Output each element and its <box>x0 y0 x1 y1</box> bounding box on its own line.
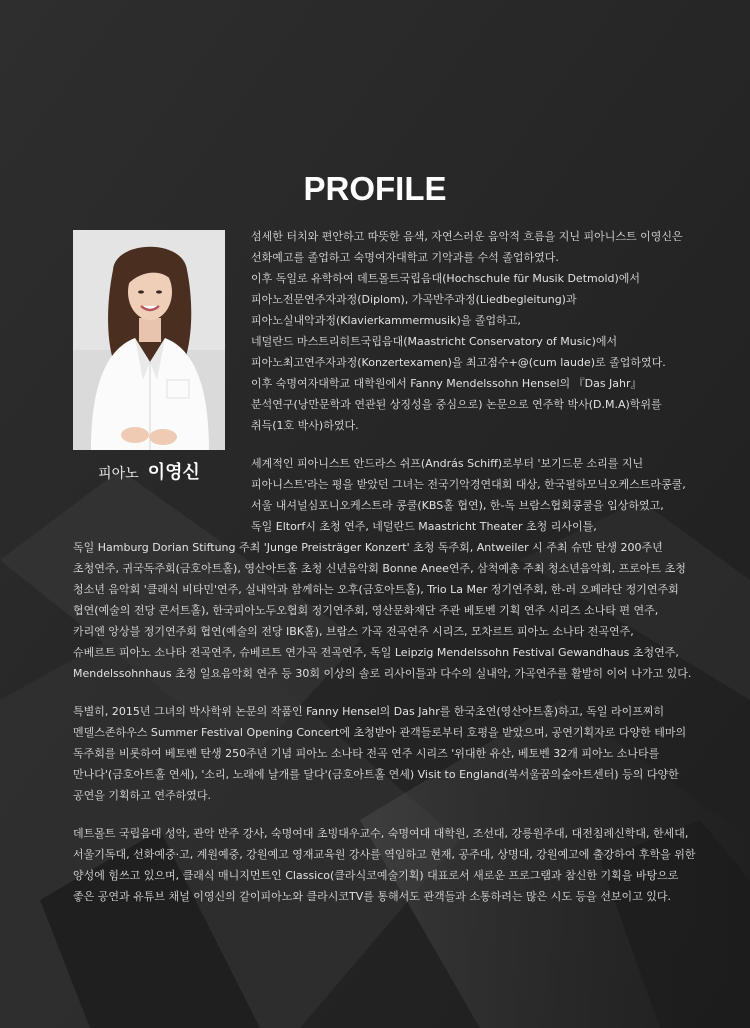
intro-line: 선화예고를 졸업하고 숙명여자대학교 기악과를 수석 졸업하였다. <box>251 251 559 264</box>
intro-line: 취득(1호 박사)하였다. <box>251 419 359 432</box>
career-line: Mendelssohnhaus 초청 일요음악회 연주 등 30회 이상의 솔로 리사이틀과 다수의 실내악, 가곡연주를 활발히 이어 나가고 있다. <box>73 667 692 680</box>
career-line: 독일 Hamburg Dorian Stiftung 주최 'Junge Preisträger Konzert' 초청 독주회, Antweiler 시 주최 슈만 탄생 200주년 <box>73 541 663 554</box>
intro-line: 네덜란드 마스트리히트국립음대(Maastricht Conservatory of Music)에서 <box>251 335 618 348</box>
special-line: 멘델스존하우스 Summer Festival Opening Concert에 초청받아 관객들로부터 호평을 받았으며, 공연기획자로 다양한 테마의 <box>73 726 687 739</box>
intro-line: 분석연구(낭만문학과 연관된 상징성을 중심으로) 논문으로 연주학 박사(D.M.A)학위를 <box>251 398 662 411</box>
career-line: 서울 내셔널심포니오케스트라 콩쿨(KBS홀 협연), 한-독 브람스협회콩쿨을 입상하였고, <box>251 499 664 512</box>
intro-line: 이후 독일로 유학하여 데트몰트국립음대(Hochschule für Musik Detmold)에서 <box>251 272 641 285</box>
pianist-name: 이영신 <box>147 462 200 483</box>
intro-line: 피아노최고연주자과정(Konzertexamen)을 최고점수+@(cum laude)로 졸업하였다. <box>251 356 666 369</box>
special-line: 만나다'(금호아트홀 연세), '소리, 노래에 날개를 달다'(금호아트홀 연세) Visit to England(북서울꿈의숲아트센터) 등의 다양한 <box>73 768 679 781</box>
intro-line: 섬세한 터치와 편안하고 따뜻한 음색, 자연스러운 음악적 흐름을 지닌 피아니스트 이영신은 <box>251 230 683 243</box>
career-line: 초청연주, 귀국독주회(금호아트홀), 영산아트홀 초청 신년음악회 Bonne Anee연주, 삼척예총 주최 청소년음악회, 프로아트 초청 <box>73 562 686 575</box>
profile-photo <box>73 230 225 450</box>
career-line: 세계적인 피아니스트 안드라스 쉬프(András Schiff)로부터 '보기드문 소리를 지닌 <box>251 457 644 470</box>
special-line: 공연을 기획하고 연주하였다. <box>73 789 212 802</box>
instrument-label: 피아노 <box>98 466 139 482</box>
special-line: 독주회를 비롯하여 베토벤 탄생 250주년 기념 피아노 소나타 전곡 연주 시리즈 '위대한 유산, 베토벤 32개 피아노 소나타를 <box>73 747 660 760</box>
current-line: 양성에 힘쓰고 있으며, 클래식 매니지먼트인 Classico(클라식코예술기획) 대표로서 새로운 프로그램과 참신한 기획을 바탕으로 <box>73 869 679 882</box>
pianist-caption <box>73 458 225 484</box>
special-line: 특별히, 2015년 그녀의 박사학위 논문의 작품인 Fanny Hensel의 Das Jahr를 한국초연(영산아트홀)하고, 독일 라이프찌히 <box>73 705 665 718</box>
intro-line: 피아노전문연주자과정(Diplom), 가곡반주과정(Liedbegleitung)과 <box>251 293 577 306</box>
current-line: 좋은 공연과 유튜브 채널 이영신의 같이피아노와 클라시코TV를 통해서도 관객들과 소통하려는 많은 시도 등을 선보이고 있다. <box>73 890 671 903</box>
current-line: 서울기독대, 선화예중·고, 계원예중, 강원예고 영재교육원 강사를 역임하고 현재, 공주대, 상명대, 강원예고에 출강하여 후학을 위한 <box>73 848 696 861</box>
career-line: 협연(예술의 전당 콘서트홀), 한국피아노두오협회 정기연주회, 영산문화재단 주관 베토벤 기획 연주 시리즈 소나타 편 연주, <box>73 604 659 617</box>
intro-line: 피아노실내악과정(Klavierkammermusik)을 졸업하고, <box>251 314 521 327</box>
career-line: 청소년 음악회 '클래식 비타민'연주, 실내악과 함께하는 오후(금호아트홀), Trio La Mer 정기연주회, 한-러 오페라단 정기연주회 <box>73 583 679 596</box>
career-line: 카리엔 앙상블 정기연주회 협연(예술의 전당 IBK홀), 브람스 가곡 전곡연주 시리즈, 모차르트 피아노 소나타 전곡연주, <box>73 625 634 638</box>
current-line: 데트몰트 국립음대 성악, 관악 반주 강사, 숙명여대 초빙대우교수, 숙명여대 대학원, 조선대, 강릉원주대, 대전침례신학대, 한세대, <box>73 827 689 840</box>
career-line: 슈베르트 피아노 소나타 전곡연주, 슈베르트 연가곡 전곡연주, 독일 Leipzig Mendelssohn Festival Gewandhaus 초청연주, <box>73 646 679 659</box>
career-line: 독일 Eltorf시 초청 연주, 네덜란드 Maastricht Theater 초청 리사이틀, <box>251 520 597 533</box>
intro-line: 이후 숙명여자대학교 대학원에서 Fanny Mendelssohn Hensel의 『Das Jahr』 <box>251 377 642 390</box>
career-line: 피아니스트'라는 평을 받았던 그녀는 전국기악경연대회 대상, 한국필하모닉오케스트라콩쿨, <box>251 478 686 491</box>
page-title: PROFILE <box>303 170 447 208</box>
